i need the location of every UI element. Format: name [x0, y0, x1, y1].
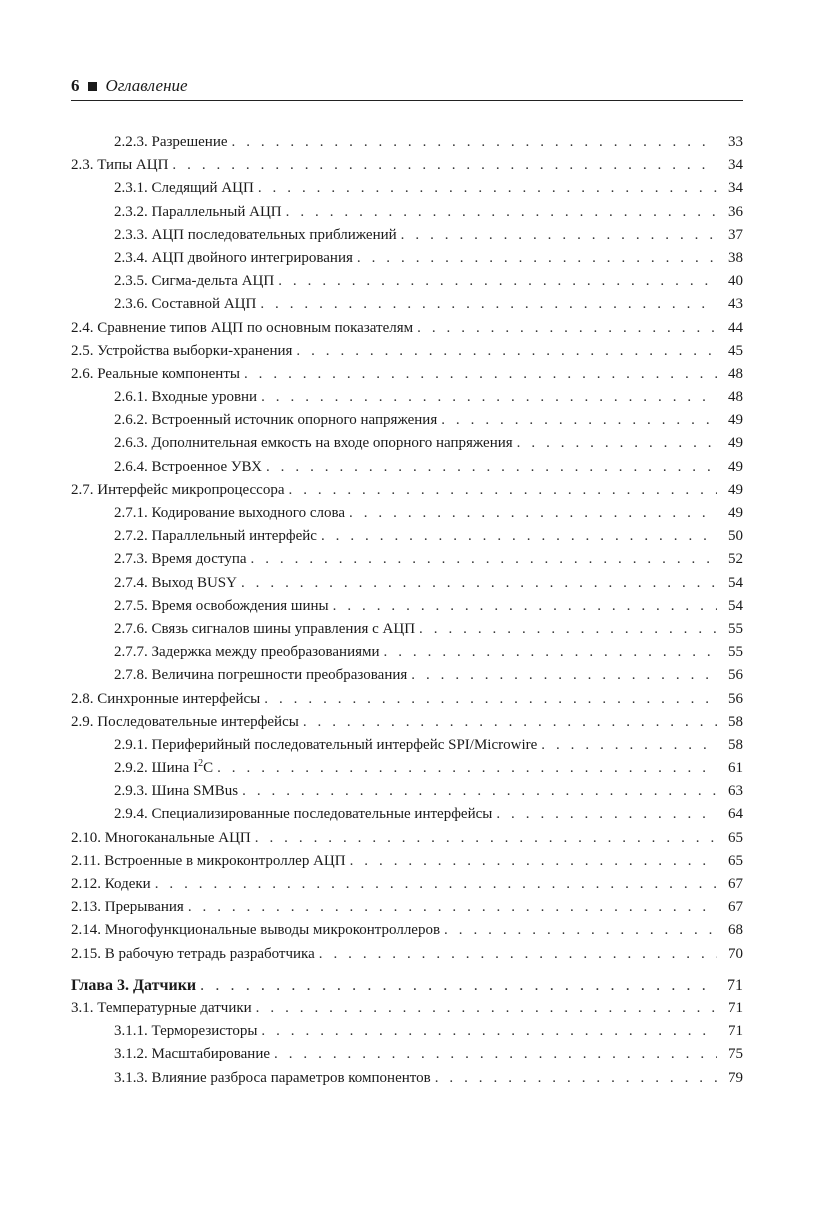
toc-row [71, 572, 743, 595]
toc-page-number: 43 [728, 296, 743, 313]
toc-page-number: 55 [728, 644, 743, 661]
toc-page-number: 70 [728, 945, 743, 962]
toc-entry-title: 2.3.4. АЦП двойного интегрирования [114, 249, 353, 266]
toc-page-number: 34 [728, 157, 743, 174]
toc-row [71, 873, 743, 896]
toc-entry-title: 2.7.3. Время доступа [114, 551, 247, 568]
dot-leader [435, 1067, 717, 1090]
dot-leader [256, 997, 717, 1020]
toc-page-number: 33 [728, 134, 743, 150]
dot-leader [266, 456, 717, 479]
toc-row [71, 1067, 743, 1090]
toc-row [71, 850, 743, 873]
toc-entry-title: 2.6.3. Дополнительная емкость на входе опорного напряжения [114, 435, 513, 452]
toc-page-number: 40 [728, 273, 743, 290]
toc-row [71, 317, 743, 340]
toc-page-number: 38 [728, 249, 743, 266]
toc-entry-title: 2.12. Кодеки [71, 876, 151, 892]
dot-leader [242, 780, 717, 803]
toc-page-number: 49 [728, 435, 743, 452]
header-title: Оглавление [105, 76, 188, 95]
toc-entry-title: 2.3.1. Следящий АЦП [114, 180, 254, 197]
toc-entry-title: 2.7.1. Кодирование выходного слова [114, 505, 346, 521]
dot-leader [496, 803, 717, 826]
toc-entry-title: 2.8. Синхронные интерфейсы [71, 690, 261, 707]
toc-entry-title: 2.9.3. Шина SMBus [114, 783, 239, 800]
toc-entry-title: 2.9.2. Шина I [114, 760, 199, 777]
dot-leader [441, 409, 717, 432]
toc-entry-title: 2.13. Прерывания [71, 899, 184, 916]
toc-row [71, 201, 743, 224]
dot-leader [155, 873, 717, 896]
dot-leader [261, 1020, 717, 1043]
toc-entry-title: 2.7.8. Величина погрешности преобразования [114, 667, 408, 684]
dot-leader [303, 711, 717, 734]
toc-page-number: 67 [728, 876, 743, 892]
toc-entry-title: 2.9. Последовательные интерфейсы [71, 713, 299, 730]
toc-row [71, 409, 743, 432]
toc-entry-title: 2.3. Типы АЦП [71, 157, 169, 174]
toc-page-number: 50 [728, 528, 743, 545]
dot-leader [278, 270, 717, 293]
toc-row [71, 711, 743, 734]
dot-leader [289, 479, 717, 502]
dot-leader [333, 595, 717, 618]
toc-row [71, 340, 743, 363]
toc-page-number: 49 [728, 458, 743, 475]
table-of-contents [71, 131, 743, 1090]
toc-row [71, 456, 743, 479]
toc-entry-title: 2.6.1. Входные уровни [114, 389, 258, 406]
toc-entry-title: 2.15. В рабочую тетрадь разработчика [71, 945, 315, 962]
dot-leader [258, 177, 717, 200]
toc-entry-title: 2.3.3. АЦП последовательных приближений [114, 226, 397, 243]
toc-row [71, 224, 743, 247]
dot-leader [444, 919, 717, 942]
dot-leader [286, 201, 717, 224]
toc-row [71, 827, 743, 850]
toc-entry-title: 2.7.6. Связь сигналов шины управления с АЦП [114, 620, 416, 637]
toc-chapter-row [71, 974, 743, 997]
dot-leader [251, 548, 717, 571]
toc-page-number: 71 [728, 1023, 743, 1040]
dot-leader [417, 317, 717, 340]
dot-leader [296, 340, 717, 363]
toc-page-number: 75 [728, 1046, 743, 1063]
toc-row [71, 247, 743, 270]
dot-leader [217, 757, 717, 780]
toc-entry-title: 2.9.1. Периферийный последовательный интерфейс SPI/Microwire [114, 736, 538, 753]
toc-page-number: 64 [728, 806, 743, 823]
toc-row [71, 780, 743, 803]
toc-entry-title: 2.3.2. Параллельный АЦП [114, 203, 282, 220]
toc-page-number: 49 [728, 412, 743, 429]
toc-entry-title: 2.10. Многоканальные АЦП [71, 829, 251, 846]
toc-page-number: 71 [728, 999, 743, 1016]
toc-page-number: 49 [728, 505, 743, 521]
toc-row [71, 386, 743, 409]
toc-page-number: 54 [728, 574, 743, 591]
toc-entry-title: 2.7.2. Параллельный интерфейс [114, 528, 317, 545]
toc-page-number: 52 [728, 551, 743, 568]
toc-page-number: 56 [728, 690, 743, 707]
toc-entry-title: 2.4. Сравнение типов АЦП по основным показателям [71, 319, 414, 336]
toc-page-number: 58 [728, 736, 743, 753]
dot-leader [349, 502, 717, 525]
toc-page-number: 65 [728, 852, 743, 869]
toc-page-number: 67 [728, 899, 743, 916]
dot-leader [200, 974, 717, 997]
toc-entry-title: 2.6.2. Встроенный источник опорного напряжения [114, 412, 438, 429]
dot-leader [541, 734, 717, 757]
toc-page-number: 61 [728, 760, 743, 777]
toc-page-number: 37 [728, 226, 743, 243]
dot-leader [244, 363, 717, 386]
toc-row [71, 502, 743, 525]
toc-entry-title: 2.5. Устройства выборки-хранения [71, 342, 293, 359]
toc-page-number: 63 [728, 783, 743, 800]
dot-leader [357, 247, 717, 270]
dot-leader [172, 154, 717, 177]
toc-row [71, 664, 743, 687]
toc-row [71, 363, 743, 386]
toc-entry-title: 2.6. Реальные компоненты [71, 365, 240, 382]
dot-leader [411, 664, 717, 687]
toc-entry-title: 2.7.7. Задержка между преобразованиями [114, 644, 380, 661]
title-tail: C [203, 760, 214, 777]
toc-row [71, 896, 743, 919]
toc-page-number: 49 [728, 481, 743, 498]
toc-row [71, 1020, 743, 1043]
dot-leader [241, 572, 717, 595]
square-bullet-icon [88, 82, 97, 91]
toc-row [71, 943, 743, 966]
dot-leader [264, 688, 717, 711]
toc-row [71, 688, 743, 711]
toc-entry-title: Глава 3. Датчики [71, 976, 197, 994]
toc-row [71, 1043, 743, 1066]
dot-leader [274, 1043, 717, 1066]
toc-row [71, 997, 743, 1020]
toc-row [71, 757, 743, 780]
toc-row [71, 293, 743, 316]
superscript: 2 [198, 758, 204, 770]
toc-entry-title: 2.9.4. Специализированные последовательные интерфейсы [114, 806, 493, 823]
toc-page-number: 71 [727, 976, 743, 994]
running-header [71, 72, 743, 101]
toc-page-number: 36 [728, 203, 743, 220]
toc-entry-title: 2.7. Интерфейс микропроцессора [71, 481, 285, 498]
toc-row [71, 595, 743, 618]
toc-row [71, 154, 743, 177]
toc-row [71, 803, 743, 826]
dot-leader [321, 525, 717, 548]
toc-row [71, 131, 743, 154]
toc-row [71, 479, 743, 502]
toc-page-number: 45 [728, 342, 743, 359]
toc-page-number: 44 [728, 319, 743, 336]
toc-page-number: 48 [728, 389, 743, 406]
toc-row [71, 177, 743, 200]
toc-entry-title: 3.1.1. Терморезисторы [114, 1023, 258, 1040]
toc-entry-title: 2.7.4. Выход BUSY [114, 574, 237, 591]
dot-leader [319, 943, 717, 966]
toc-row [71, 919, 743, 942]
toc-page-number: 48 [728, 365, 743, 382]
toc-page-number: 54 [728, 597, 743, 614]
dot-leader [261, 386, 717, 409]
dot-leader [384, 641, 717, 664]
page-number: 6 [71, 76, 80, 95]
dot-leader [232, 131, 717, 154]
toc-entry-title: 2.11. Встроенные в микроконтроллер АЦП [71, 852, 346, 869]
toc-row [71, 641, 743, 664]
toc-entry-title: 2.3.6. Составной АЦП [114, 296, 257, 313]
dot-leader [350, 850, 717, 873]
dot-leader [517, 432, 717, 455]
toc-entry-title: 3.1.2. Масштабирование [114, 1046, 271, 1063]
dot-leader [401, 224, 717, 247]
toc-entry-title-group [114, 757, 213, 780]
toc-entry-title: 2.6.4. Встроенное УВХ [114, 458, 262, 475]
toc-row [71, 734, 743, 757]
toc-row [71, 432, 743, 455]
toc-page-number: 56 [728, 667, 743, 684]
toc-entry-title: 3.1.3. Влияние разброса параметров компонентов [114, 1069, 431, 1086]
toc-entry-title: 2.3.5. Сигма-дельта АЦП [114, 273, 275, 290]
dot-leader [260, 293, 717, 316]
toc-page-number: 79 [728, 1069, 743, 1086]
toc-page-number: 58 [728, 713, 743, 730]
toc-row [71, 618, 743, 641]
toc-page-number: 68 [728, 922, 743, 939]
toc-entry-title: 2.14. Многофункциональные выводы микроконтроллеров [71, 922, 441, 939]
toc-row [71, 270, 743, 293]
dot-leader [419, 618, 717, 641]
dot-leader [188, 896, 717, 919]
toc-entry-title: 3.1. Температурные датчики [71, 999, 252, 1016]
toc-page-number: 34 [728, 180, 743, 197]
toc-entry-title: 2.2.3. Разрешение [114, 134, 228, 150]
dot-leader [255, 827, 717, 850]
toc-page-number: 55 [728, 620, 743, 637]
toc-row [71, 548, 743, 571]
toc-entry-title: 2.7.5. Время освобождения шины [114, 597, 329, 614]
toc-page-number: 65 [728, 829, 743, 846]
toc-row [71, 525, 743, 548]
